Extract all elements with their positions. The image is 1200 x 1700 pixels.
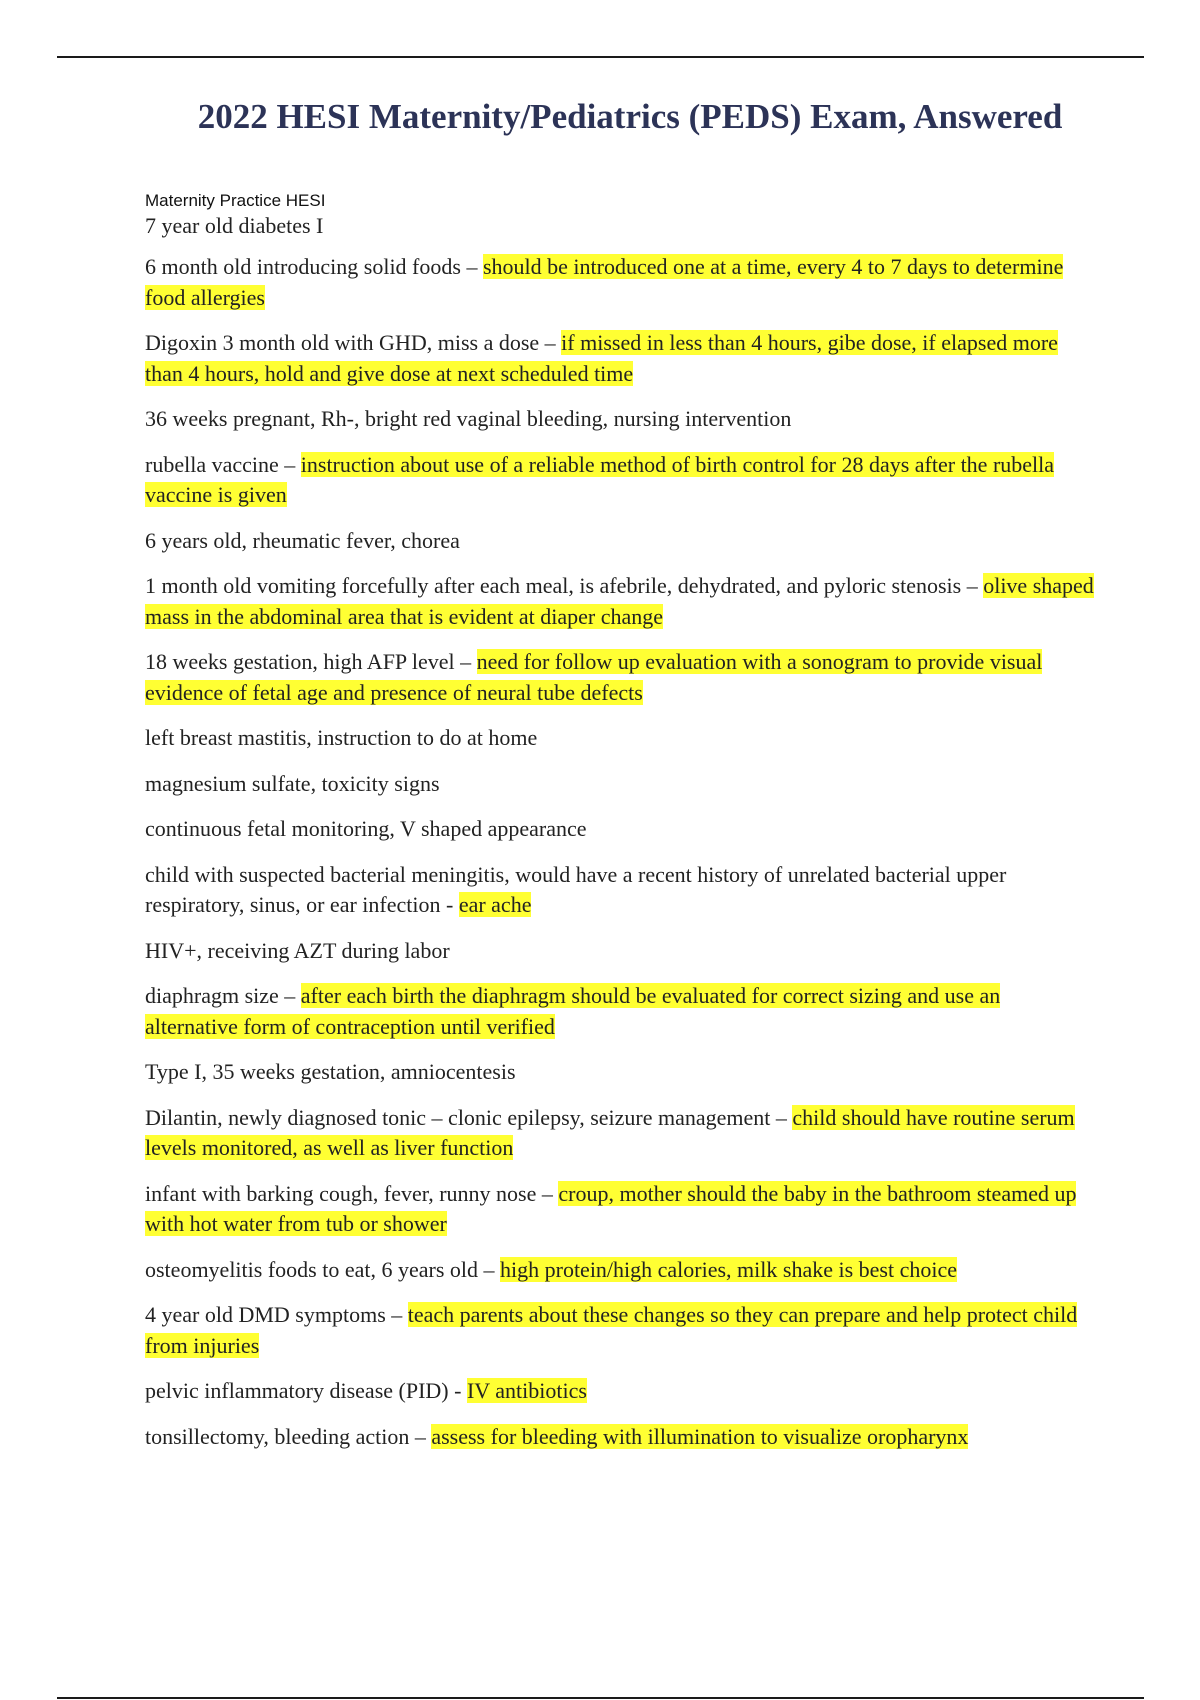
qa-item: [145, 1179, 1095, 1240]
section-subheading: Maternity Practice HESI: [145, 191, 326, 210]
qa-question: 4 year old DMD symptoms –: [145, 1302, 408, 1327]
qa-question: Digoxin 3 month old with GHD, miss a dose –: [145, 330, 562, 355]
qa-item: [145, 814, 1095, 845]
qa-answer-highlight: teach parents about these changes so they can prepare and help protect child from injuries: [145, 1302, 1078, 1358]
qa-answer-highlight: should be introduced one at a time, every 4 to 7 days to determine food allergies: [145, 254, 1064, 310]
qa-question: 18 weeks gestation, high AFP level –: [145, 649, 477, 674]
qa-item: [145, 860, 1095, 921]
qa-question: Type I, 35 weeks gestation, amniocentesis: [145, 1059, 516, 1084]
qa-item: [145, 328, 1095, 389]
qa-question: left breast mastitis, instruction to do at home: [145, 725, 538, 750]
qa-question: 36 weeks pregnant, Rh-, bright red vaginal bleeding, nursing intervention: [145, 406, 792, 431]
qa-question: pelvic inflammatory disease (PID) -: [145, 1378, 467, 1403]
qa-item: [145, 769, 1095, 800]
qa-question: HIV+, receiving AZT during labor: [145, 937, 450, 963]
bottom-rule: [57, 1697, 1144, 1699]
qa-question: child with suspected bacterial meningitis, would have a recent history of unrelated bacterial upper respiratory, sinus, or ear infection -: [145, 861, 1007, 917]
qa-item: [145, 1057, 1095, 1088]
qa-answer-highlight: if missed in less than 4 hours, gibe dose, if elapsed more than 4 hours, hold and give dose at next scheduled time: [145, 330, 1058, 386]
qa-answer-highlight: need for follow up evaluation with a sonogram to provide visual evidence of fetal age and presence of neural tube defects: [145, 649, 1043, 705]
qa-item: [145, 1300, 1095, 1361]
qa-question: 6 years old, rheumatic fever, chorea: [145, 527, 460, 553]
qa-item: [145, 1103, 1095, 1164]
qa-answer-highlight: high protein/high calories, milk shake is best choice: [500, 1256, 958, 1282]
qa-answer-highlight: instruction about use of a reliable method of birth control for 28 days after the rubella vaccine is given: [145, 451, 1055, 507]
qa-item: [145, 526, 1095, 557]
qa-question: continuous fetal monitoring, V shaped appearance: [145, 816, 587, 841]
qa-question: infant with barking cough, fever, runny nose –: [145, 1180, 559, 1206]
document-title: 2022 HESI Maternity/Pediatrics (PEDS) Exam, Answered: [197, 97, 1063, 137]
qa-item: [145, 450, 1095, 511]
qa-answer-highlight: olive shaped mass in the abdominal area that is evident at diaper change: [145, 573, 1094, 629]
qa-question: 1 month old vomiting forcefully after each meal, is afebrile, dehydrated, and pyloric stenosis –: [145, 573, 984, 598]
qa-item: [145, 404, 1095, 435]
qa-item: [145, 936, 1095, 967]
first-line: 7 year old diabetes I: [145, 213, 324, 238]
qa-item: [145, 723, 1095, 754]
qa-question: Dilantin, newly diagnosed tonic – clonic epilepsy, seizure management –: [145, 1104, 793, 1130]
qa-question: magnesium sulfate, toxicity signs: [145, 770, 440, 796]
qa-question: 6 month old introducing solid foods –: [145, 254, 483, 279]
qa-answer-highlight: croup, mother should the baby in the bathroom steamed up with hot water from tub or shower: [145, 1180, 1077, 1236]
qa-answer-highlight: child should have routine serum levels monitored, as well as liver function: [145, 1104, 1075, 1160]
document-body: [145, 190, 1095, 1467]
qa-item: [145, 981, 1095, 1042]
qa-item: [145, 571, 1095, 632]
qa-item: [145, 1422, 1095, 1453]
qa-question: diaphragm size –: [145, 983, 301, 1008]
qa-question: rubella vaccine –: [145, 451, 301, 477]
qa-item: [145, 252, 1095, 313]
qa-item: [145, 1255, 1095, 1286]
qa-question: osteomyelitis foods to eat, 6 years old –: [145, 1256, 500, 1282]
qa-answer-highlight: IV antibiotics: [466, 1378, 587, 1403]
qa-answer-highlight: after each birth the diaphragm should be evaluated for correct sizing and use an alternative form of contraception until verified: [145, 983, 1001, 1039]
qa-answer-highlight: ear ache: [458, 892, 532, 917]
qa-item: [145, 647, 1095, 708]
qa-question: tonsillectomy, bleeding action –: [145, 1423, 432, 1449]
qa-item: [145, 1376, 1095, 1407]
top-rule: [57, 56, 1144, 58]
qa-answer-highlight: assess for bleeding with illumination to visualize oropharynx: [431, 1423, 969, 1449]
